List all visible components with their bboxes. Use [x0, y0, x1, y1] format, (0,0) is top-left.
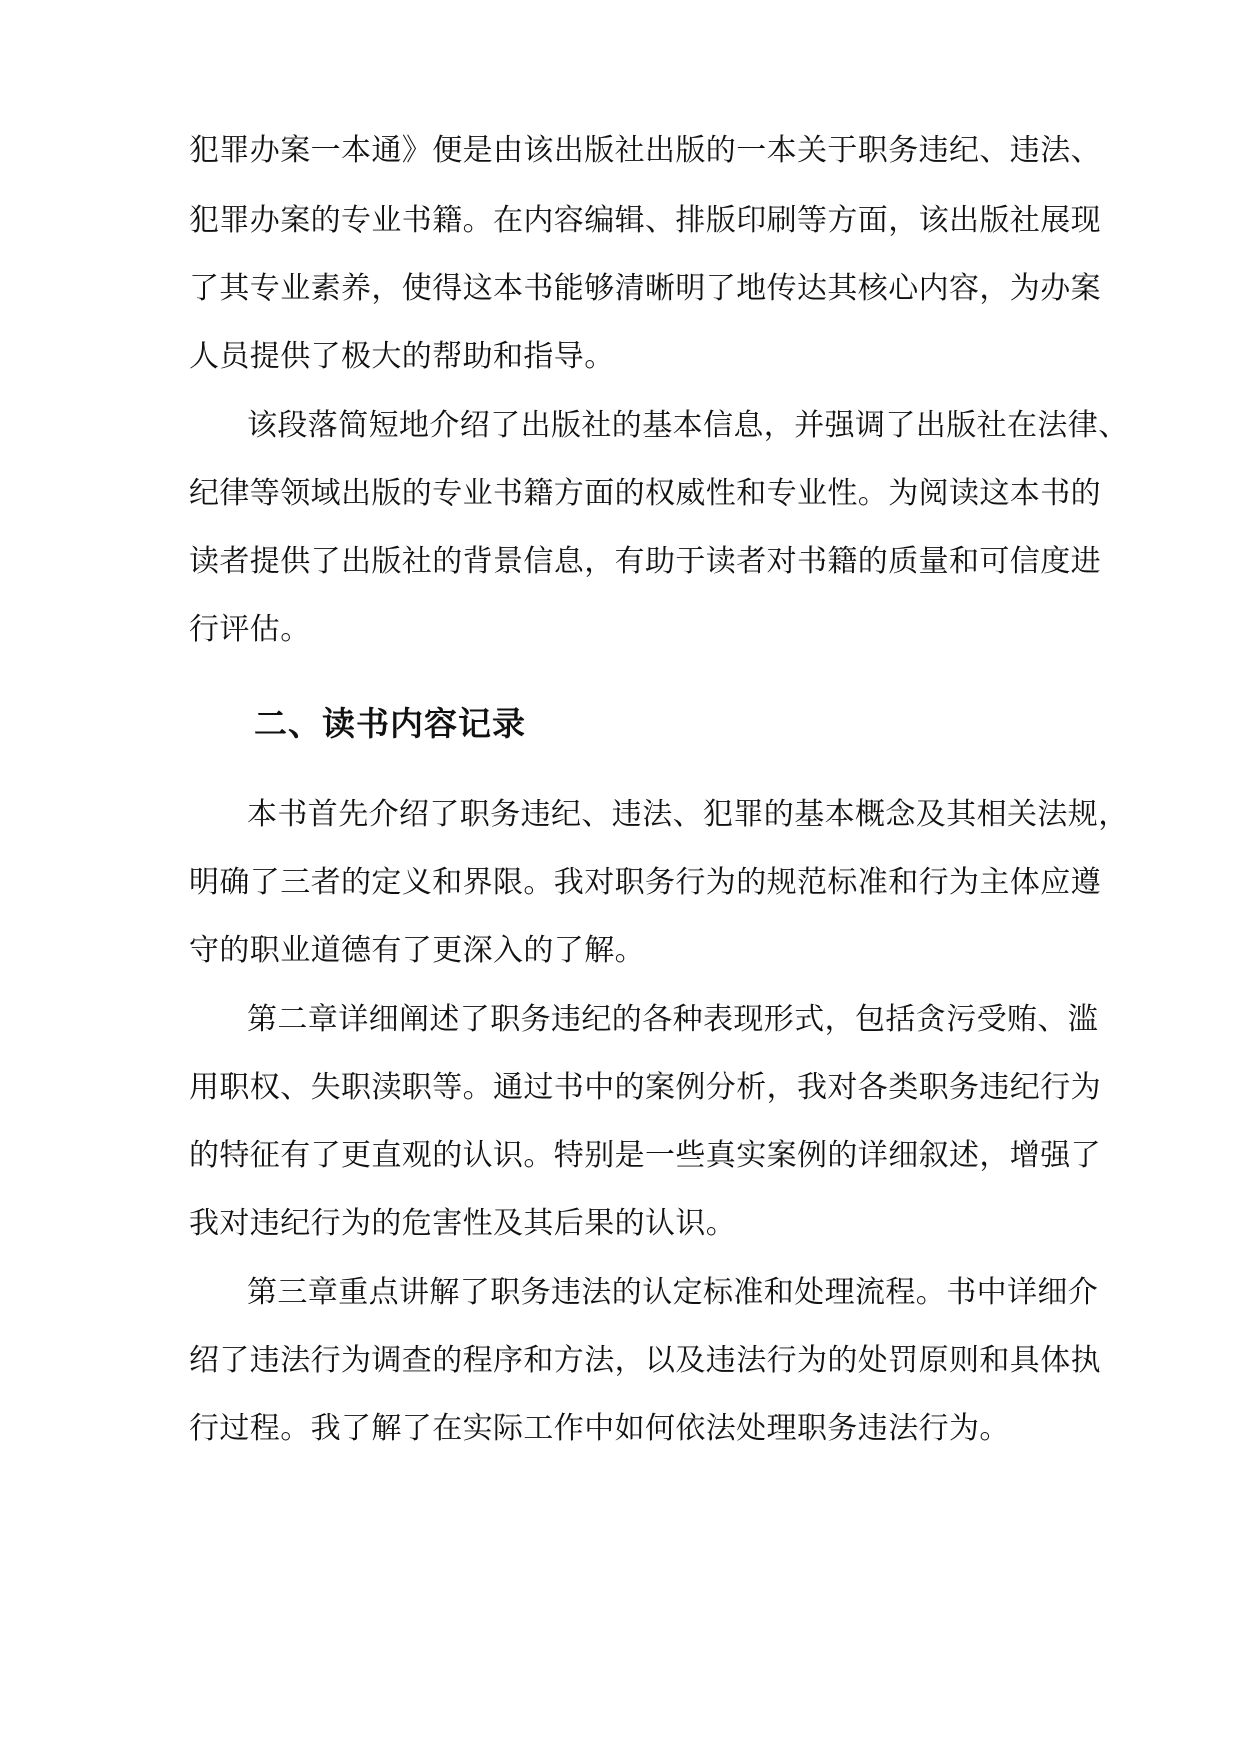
paragraph-line: 守的职业道德有了更深入的了解。 [189, 933, 645, 968]
paragraph-line: 本书首先介绍了职务违纪、违法、犯罪的基本概念及其相关法规， [247, 797, 1129, 832]
section-heading: 二、读书内容记录 [254, 704, 526, 743]
paragraph-line: 我对违纪行为的危害性及其后果的认识。 [189, 1206, 737, 1241]
paragraph-line: 明确了三者的定义和界限。我对职务行为的规范标准和行为主体应遵 [189, 865, 1101, 900]
paragraph-line: 用职权、失职渎职等。通过书中的案例分析，我对各类职务违纪行为 [189, 1070, 1101, 1105]
paragraph-line: 人员提供了极大的帮助和指导。 [189, 339, 615, 374]
paragraph-line: 了其专业素养，使得这本书能够清晰明了地传达其核心内容，为办案 [189, 271, 1101, 306]
paragraph-line: 行过程。我了解了在实际工作中如何依法处理职务违法行为。 [189, 1411, 1010, 1446]
paragraph-line: 第三章重点讲解了职务违法的认定标准和处理流程。书中详细介 [247, 1275, 1099, 1310]
paragraph-line: 纪律等领域出版的专业书籍方面的权威性和专业性。为阅读这本书的 [189, 476, 1101, 511]
paragraph-line: 行评估。 [189, 612, 311, 647]
paragraph-line: 绍了违法行为调查的程序和方法，以及违法行为的处罚原则和具体执 [189, 1343, 1101, 1378]
paragraph-line: 第二章详细阐述了职务违纪的各种表现形式，包括贪污受贿、滥 [247, 1002, 1099, 1037]
paragraph-line: 该段落简短地介绍了出版社的基本信息，并强调了出版社在法律、 [247, 408, 1129, 443]
paragraph-line: 犯罪办案的专业书籍。在内容编辑、排版印刷等方面，该出版社展现 [189, 203, 1101, 238]
paragraph-line: 的特征有了更直观的认识。特别是一些真实案例的详细叙述，增强了 [189, 1138, 1101, 1173]
paragraph-line: 犯罪办案一本通》便是由该出版社出版的一本关于职务违纪、违法、 [189, 133, 1101, 168]
paragraph-line: 读者提供了出版社的背景信息，有助于读者对书籍的质量和可信度进 [189, 544, 1101, 579]
